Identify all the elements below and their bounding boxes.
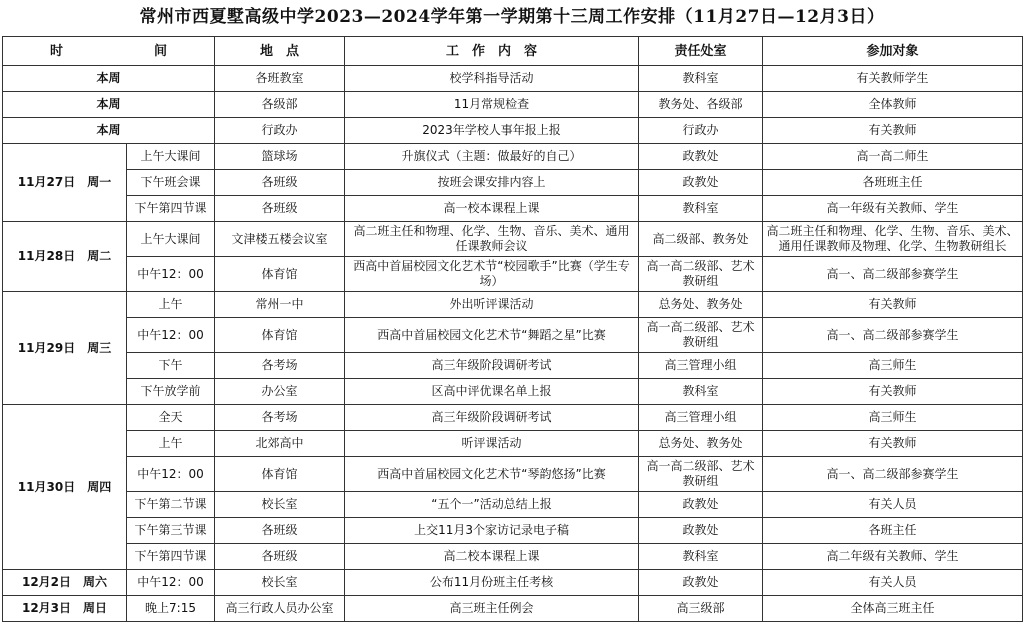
slot-cell: 中午12：00 (127, 457, 215, 492)
date-cell: 11月28日 周二 (3, 222, 127, 292)
content-cell: 升旗仪式（主题：做最好的自己） (345, 144, 639, 170)
place-cell: 各班级 (215, 518, 345, 544)
content-cell: 高一校本课程上课 (345, 196, 639, 222)
slot-cell: 下午 (127, 353, 215, 379)
place-cell: 办公室 (215, 379, 345, 405)
table-row (3, 544, 1023, 570)
date-cell: 12月2日 周六 (3, 570, 127, 596)
table-row (3, 379, 1023, 405)
dept-cell: 高一高二级部、艺术教研组 (639, 257, 763, 292)
time-cell: 本周 (3, 66, 215, 92)
participants-cell: 有关人员 (763, 492, 1023, 518)
header-row (3, 37, 1023, 66)
time-cell: 本周 (3, 92, 215, 118)
participants-cell: 有关人员 (763, 570, 1023, 596)
place-cell: 各考场 (215, 353, 345, 379)
dept-cell: 行政办 (639, 118, 763, 144)
participants-cell: 高一、高二级部参赛学生 (763, 257, 1023, 292)
place-cell: 各级部 (215, 92, 345, 118)
table-row (3, 144, 1023, 170)
place-cell: 各班级 (215, 544, 345, 570)
participants-cell: 全体高三班主任 (763, 596, 1023, 622)
content-cell: 11月常规检查 (345, 92, 639, 118)
place-cell: 各考场 (215, 405, 345, 431)
participants-cell: 高一、高二级部参赛学生 (763, 318, 1023, 353)
content-cell: 高三班主任例会 (345, 596, 639, 622)
slot-cell: 下午第四节课 (127, 544, 215, 570)
slot-cell: 全天 (127, 405, 215, 431)
place-cell: 篮球场 (215, 144, 345, 170)
dept-cell: 总务处、教务处 (639, 292, 763, 318)
place-cell: 校长室 (215, 570, 345, 596)
dept-cell: 总务处、教务处 (639, 431, 763, 457)
date-cell: 11月27日 周一 (3, 144, 127, 222)
slot-cell: 中午12：00 (127, 318, 215, 353)
content-cell: “五个一”活动总结上报 (345, 492, 639, 518)
participants-cell: 高三师生 (763, 353, 1023, 379)
dept-cell: 教科室 (639, 196, 763, 222)
participants-cell: 高三师生 (763, 405, 1023, 431)
dept-cell: 教科室 (639, 544, 763, 570)
table-row (3, 170, 1023, 196)
content-cell: 高二班主任和物理、化学、生物、音乐、美术、通用任课教师会议 (345, 222, 639, 257)
slot-cell: 下午班会课 (127, 170, 215, 196)
content-cell: 高三年级阶段调研考试 (345, 353, 639, 379)
table-row (3, 222, 1023, 257)
participants-cell: 有关教师 (763, 379, 1023, 405)
participants-cell: 全体教师 (763, 92, 1023, 118)
slot-cell: 中午12：00 (127, 257, 215, 292)
table-row (3, 118, 1023, 144)
dept-cell: 政教处 (639, 144, 763, 170)
content-cell: 上交11月3个家访记录电子稿 (345, 518, 639, 544)
table-row (3, 92, 1023, 118)
dept-cell: 高一高二级部、艺术教研组 (639, 318, 763, 353)
participants-cell: 高一、高二级部参赛学生 (763, 457, 1023, 492)
table-row (3, 518, 1023, 544)
dept-cell: 政教处 (639, 570, 763, 596)
participants-cell: 高二年级有关教师、学生 (763, 544, 1023, 570)
place-cell: 体育馆 (215, 257, 345, 292)
table-row (3, 570, 1023, 596)
content-cell: 西高中首届校园文化艺术节“琴韵悠扬”比赛 (345, 457, 639, 492)
participants-cell: 有关教师学生 (763, 66, 1023, 92)
place-cell: 各班级 (215, 170, 345, 196)
content-cell: 西高中首届校园文化艺术节“校园歌手”比赛（学生专场） (345, 257, 639, 292)
table-row (3, 196, 1023, 222)
content-cell: 听评课活动 (345, 431, 639, 457)
content-cell: 高三年级阶段调研考试 (345, 405, 639, 431)
dept-cell: 高三管理小组 (639, 405, 763, 431)
slot-cell: 上午 (127, 292, 215, 318)
content-cell: 西高中首届校园文化艺术节“舞蹈之星”比赛 (345, 318, 639, 353)
content-cell: 按班会课安排内容上 (345, 170, 639, 196)
table-row (3, 596, 1023, 622)
header-participants: 参加对象 (763, 37, 1023, 66)
dept-cell: 教务处、各级部 (639, 92, 763, 118)
content-cell: 公布11月份班主任考核 (345, 570, 639, 596)
slot-cell: 上午 (127, 431, 215, 457)
place-cell: 各班教室 (215, 66, 345, 92)
content-cell: 高二校本课程上课 (345, 544, 639, 570)
table-row (3, 292, 1023, 318)
participants-cell: 各班班主任 (763, 170, 1023, 196)
time-cell: 本周 (3, 118, 215, 144)
slot-cell: 下午第二节课 (127, 492, 215, 518)
place-cell: 校长室 (215, 492, 345, 518)
table-row (3, 318, 1023, 353)
table-row (3, 431, 1023, 457)
place-cell: 体育馆 (215, 457, 345, 492)
table-row (3, 405, 1023, 431)
slot-cell: 下午第三节课 (127, 518, 215, 544)
participants-cell: 高一年级有关教师、学生 (763, 196, 1023, 222)
header-dept: 责任处室 (639, 37, 763, 66)
place-cell: 北郊高中 (215, 431, 345, 457)
header-content: 工 作 内 容 (345, 37, 639, 66)
slot-cell: 中午12：00 (127, 570, 215, 596)
place-cell: 体育馆 (215, 318, 345, 353)
table-row (3, 257, 1023, 292)
place-cell: 常州一中 (215, 292, 345, 318)
participants-cell: 各班主任 (763, 518, 1023, 544)
dept-cell: 教科室 (639, 66, 763, 92)
participants-cell: 有关教师 (763, 431, 1023, 457)
participants-cell: 有关教师 (763, 292, 1023, 318)
dept-cell: 高一高二级部、艺术教研组 (639, 457, 763, 492)
slot-cell: 上午大课间 (127, 144, 215, 170)
slot-cell: 上午大课间 (127, 222, 215, 257)
dept-cell: 高二级部、教务处 (639, 222, 763, 257)
table-row (3, 66, 1023, 92)
content-cell: 区高中评优课名单上报 (345, 379, 639, 405)
place-cell: 文津楼五楼会议室 (215, 222, 345, 257)
page-title: 常州市西夏墅高级中学2023—2024学年第一学期第十三周工作安排（11月27日—12月3日） (139, 7, 885, 27)
date-cell: 12月3日 周日 (3, 596, 127, 622)
content-cell: 校学科指导活动 (345, 66, 639, 92)
table-row (3, 353, 1023, 379)
place-cell: 各班级 (215, 196, 345, 222)
dept-cell: 教科室 (639, 379, 763, 405)
dept-cell: 高三级部 (639, 596, 763, 622)
dept-cell: 政教处 (639, 170, 763, 196)
header-time: 时 间 (3, 37, 215, 66)
content-cell: 2023年学校人事年报上报 (345, 118, 639, 144)
participants-cell: 高一高二师生 (763, 144, 1023, 170)
dept-cell: 政教处 (639, 492, 763, 518)
dept-cell: 高三管理小组 (639, 353, 763, 379)
content-cell: 外出听评课活动 (345, 292, 639, 318)
participants-cell: 高二班主任和物理、化学、生物、音乐、美术、通用任课教师及物理、化学、生物教研组长 (763, 222, 1023, 257)
place-cell: 高三行政人员办公室 (215, 596, 345, 622)
participants-cell: 有关教师 (763, 118, 1023, 144)
slot-cell: 晚上7:15 (127, 596, 215, 622)
table-row (3, 492, 1023, 518)
slot-cell: 下午第四节课 (127, 196, 215, 222)
date-cell: 11月29日 周三 (3, 292, 127, 405)
slot-cell: 下午放学前 (127, 379, 215, 405)
dept-cell: 政教处 (639, 518, 763, 544)
header-place: 地 点 (215, 37, 345, 66)
schedule-table (2, 36, 1023, 622)
table-row (3, 457, 1023, 492)
place-cell: 行政办 (215, 118, 345, 144)
date-cell: 11月30日 周四 (3, 405, 127, 570)
